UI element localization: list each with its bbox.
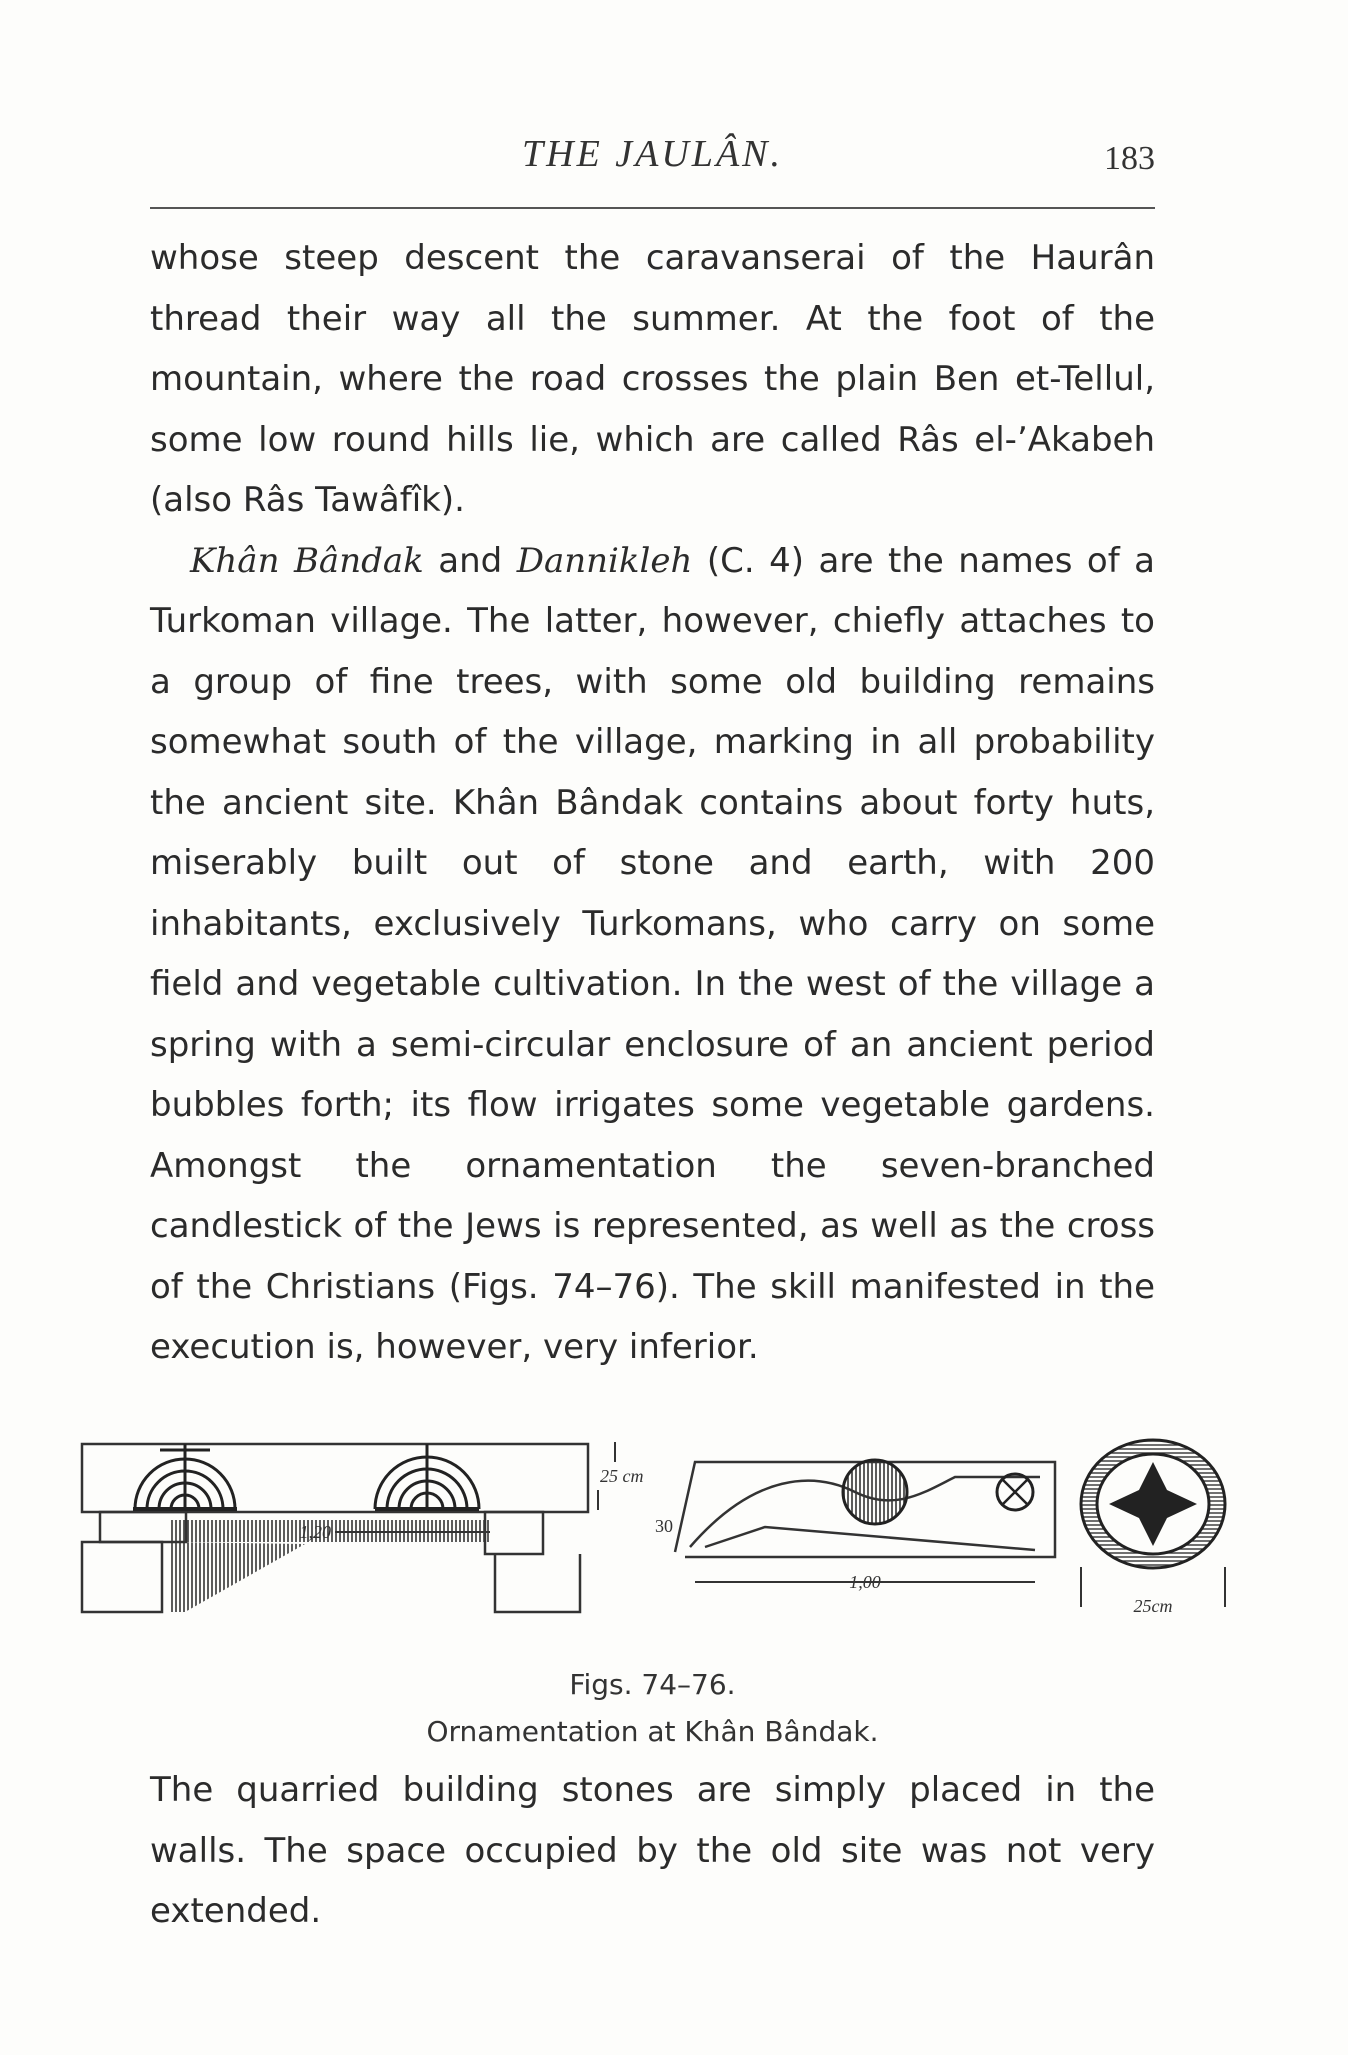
main-text xyxy=(150,228,1155,1378)
running-title: THE JAULÂN. xyxy=(522,133,783,175)
paragraph-1: whose steep descent the caravanserai of the Haurân thread their way all the summer. At the foot of the mountain, where the road crosses the plain Ben et-Tellul, some low round hills lie, which are called Râs el-’Akabeh (also Râs Tawâfîk). xyxy=(150,238,1155,520)
menorah-left-icon xyxy=(133,1444,237,1509)
figure-ornamentation xyxy=(75,1432,1235,1682)
menorah-right-icon xyxy=(375,1444,479,1509)
figure-caption-text: Ornamentation at Khân Bândak. xyxy=(426,1715,879,1748)
fig75-depth-label: 30 xyxy=(655,1516,673,1536)
page-number: 183 xyxy=(1104,140,1155,177)
paragraph-3: The quarried building stones are simply placed in the walls. The space occupied by the old site was not very extended. xyxy=(150,1770,1155,1931)
closing-text xyxy=(150,1760,1155,1942)
place-name-dannikleh: Dannikleh xyxy=(516,540,693,581)
paragraph-2 xyxy=(150,531,1155,1378)
paragraph-2-and: and xyxy=(423,540,517,581)
fig76-cross-medallion xyxy=(1081,1440,1225,1607)
paragraph-2-rest: (C. 4) are the names of a Turkoman village. The latter, however, chiefly attaches to a group of fine trees, with some old building remains somewhat south of the village, marking in all probability the ancient site. Khân Bândak contains about forty huts, miserably built out of stone and earth, with 200 inhabitants, exclusively Turkomans, who carry on some field and vegetable cultivation. In the west of the village a spring with a semi-circular enclosure of an ancient period bubbles forth; its flow irrigates some vegetable gardens. Amongst the ornamentation the seven-branched candlestick of the Jews is represented, as well as the cross of the Christians (Figs. 74–76). The skill manifested in the execution is, however, very inferior. xyxy=(150,540,1155,1367)
fig74-dimension-label: 1,20 xyxy=(299,1522,331,1542)
fig75-width-label: 1,00 xyxy=(849,1572,881,1592)
place-name-khan-bandak: Khân Bândak xyxy=(190,540,424,581)
fig75-height-label: 25 cm xyxy=(600,1466,644,1486)
fig75-boss-icon xyxy=(843,1460,907,1524)
fig75-cross-mark-icon xyxy=(1003,1480,1027,1504)
figure-caption-title: Figs. 74–76. xyxy=(569,1668,736,1701)
page-header xyxy=(150,132,1155,182)
fig76-width-label: 25cm xyxy=(1133,1596,1173,1616)
header-rule xyxy=(150,207,1155,209)
fig74-hatched-shadow xyxy=(170,1542,305,1612)
figure-drawing xyxy=(75,1432,1235,1682)
